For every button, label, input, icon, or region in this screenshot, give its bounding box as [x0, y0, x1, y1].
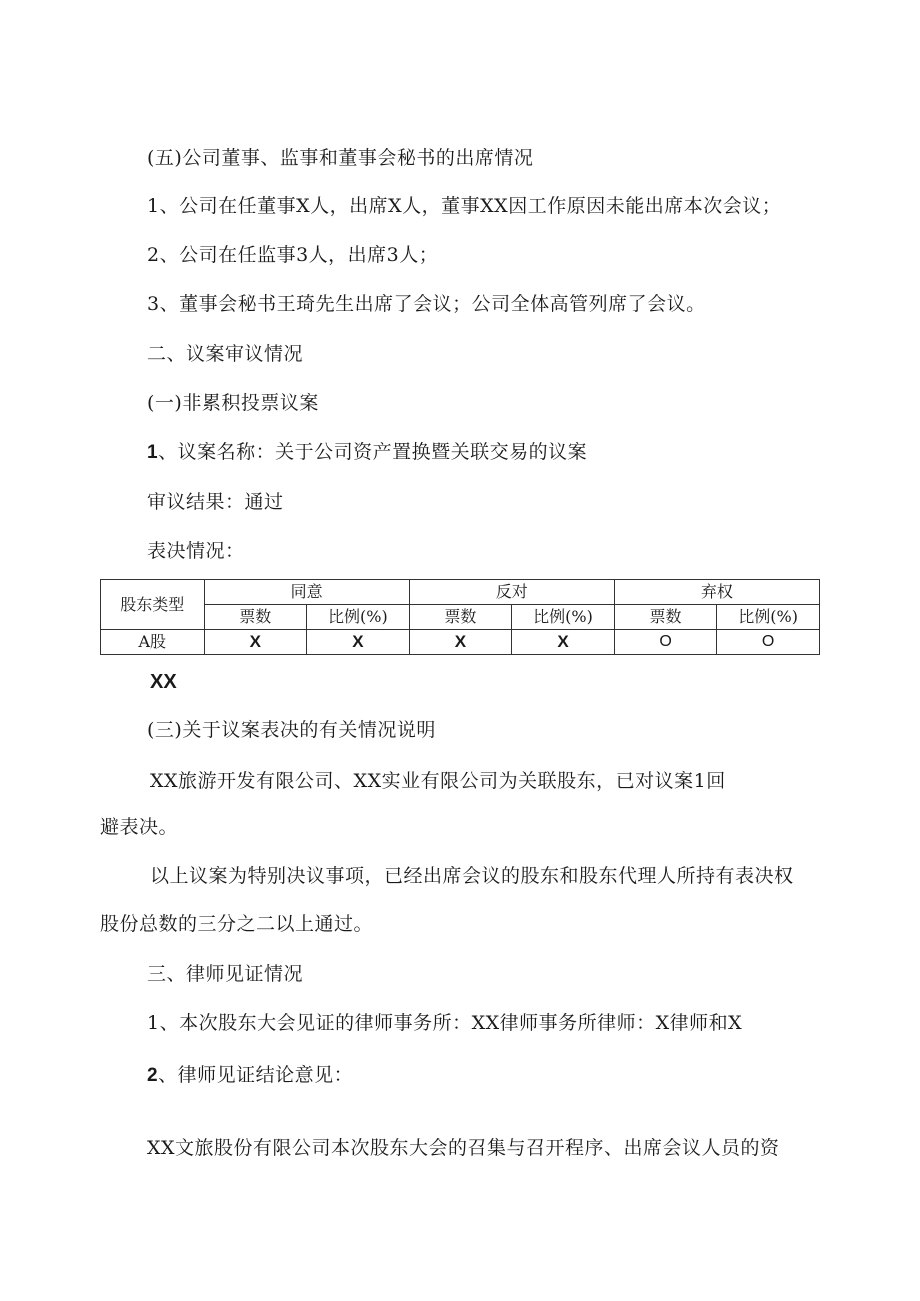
agree-votes-cell: X — [204, 630, 307, 655]
sub-header-ratio: 比例(%) — [717, 605, 820, 630]
abstain-votes-cell: O — [614, 630, 717, 655]
explanation-paragraph-2-cont: 股份总数的三分之二以上通过。 — [100, 913, 374, 935]
explanation-paragraph-1-cont: 避表决。 — [100, 816, 179, 838]
opinion-label-text: 、律师见证结论意见： — [158, 1064, 354, 1086]
law-firm-line: 1、本次股东大会见证的律师事务所：XX律师事务所律师：X律师和X — [147, 1012, 743, 1034]
attendance-heading: (五)公司董事、监事和董事会秘书的出席情况 — [147, 147, 534, 169]
lawyer-heading: 三、律师见证情况 — [147, 963, 304, 985]
agree-ratio-cell: X — [307, 630, 410, 655]
motion-number: 1 — [147, 442, 159, 463]
sub-header-ratio: 比例(%) — [512, 605, 615, 630]
non-cumulative-heading: (一)非累积投票议案 — [147, 392, 319, 414]
xx-heading: XX — [150, 671, 177, 693]
abstain-ratio-cell: O — [717, 630, 820, 655]
oppose-ratio-cell: X — [512, 630, 615, 655]
sub-header-votes: 票数 — [614, 605, 717, 630]
group-header-agree: 同意 — [204, 580, 409, 605]
shareholder-type-header: 股东类型 — [101, 580, 205, 630]
conclusion-line: XX文旅股份有限公司本次股东大会的召集与召开程序、出席会议人员的资 — [147, 1137, 780, 1159]
vote-label: 表决情况： — [147, 540, 245, 562]
vote-table — [100, 579, 820, 655]
sub-header-votes: 票数 — [409, 605, 512, 630]
motion-name — [147, 440, 587, 465]
review-heading: 二、议案审议情况 — [147, 343, 304, 365]
table-row — [101, 580, 820, 605]
supervisors-attendance: 2、公司在任监事3人，出席3人； — [147, 244, 439, 266]
directors-attendance: 1、公司在任董事X人，出席X人，董事XX因工作原因未能出席本次会议； — [147, 195, 782, 217]
explanation-heading: (三)关于议案表决的有关情况说明 — [147, 719, 436, 741]
table-row — [101, 630, 820, 655]
oppose-votes-cell: X — [409, 630, 512, 655]
motion-name-text: 、议案名称：关于公司资产置换暨关联交易的议案 — [158, 441, 588, 463]
sub-header-votes: 票数 — [204, 605, 307, 630]
group-header-abstain: 弃权 — [614, 580, 819, 605]
group-header-oppose: 反对 — [409, 580, 614, 605]
review-result: 审议结果：通过 — [147, 491, 284, 513]
opinion-number: 2 — [147, 1065, 159, 1086]
secretary-attendance: 3、董事会秘书王琦先生出席了会议；公司全体高管列席了会议。 — [147, 293, 706, 315]
explanation-paragraph-2: 以上议案为特别决议事项，已经出席会议的股东和股东代理人所持有表决权 — [150, 865, 794, 887]
explanation-paragraph-1: XX旅游开发有限公司、XX实业有限公司为关联股东，已对议案1回 — [150, 770, 726, 792]
table-row — [101, 605, 820, 630]
sub-header-ratio: 比例(%) — [307, 605, 410, 630]
row-label-a-share: A股 — [101, 630, 205, 655]
opinion-label — [147, 1063, 353, 1088]
